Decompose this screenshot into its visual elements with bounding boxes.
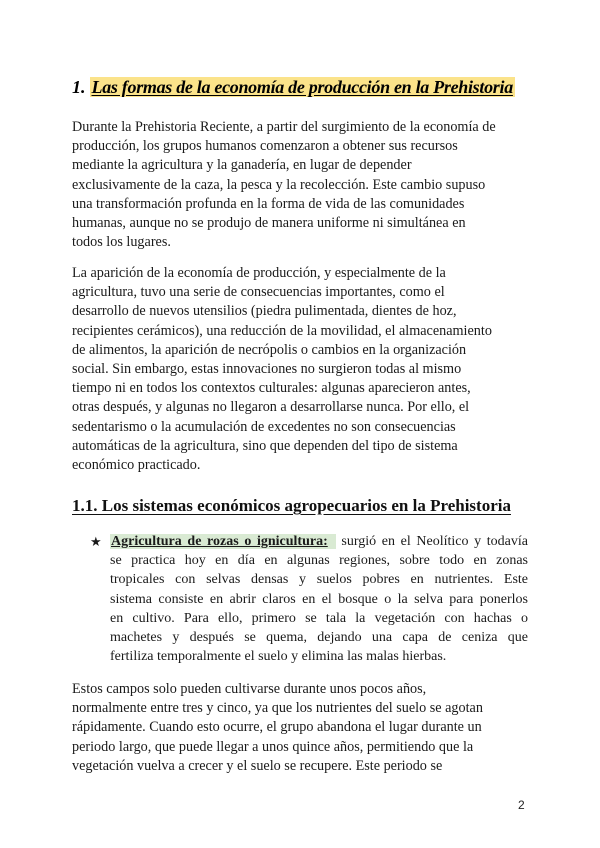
section-number: 1. bbox=[72, 77, 86, 97]
bullet-term: Agricultura de rozas o ignicultura: bbox=[110, 534, 336, 549]
text-line: otras después, y algunas no llegaron a desarrollarse nunca. Por ello, el bbox=[72, 399, 470, 416]
text-line: sedentarismo o la acumulación de excedentes no son consecuencias bbox=[72, 418, 456, 435]
paragraph-consequences bbox=[72, 264, 534, 475]
text-line: una transformación profunda en la forma de vida de las comunidades bbox=[72, 195, 465, 212]
text-line: recipientes cerámicos), una reducción de la movilidad, el almacenamiento bbox=[72, 322, 492, 339]
paragraph-fields bbox=[72, 680, 534, 776]
text-line: vegetación vuelva a crecer y el suelo se recupere. Este periodo se bbox=[72, 757, 443, 774]
section-heading bbox=[72, 74, 542, 100]
text-line: social. Sin embargo, estas innovaciones no surgieron todas al mismo bbox=[72, 361, 462, 378]
text-line: en cultivo. Para ello, primero se tala la vegetación con hachas o bbox=[110, 610, 528, 626]
text-line: mediante la agricultura y la ganadería, en lugar de depender bbox=[72, 157, 412, 174]
text-line: fertiliza temporalmente el suelo y elimina las malas hierbas. bbox=[110, 649, 447, 665]
text-line: Estos campos solo pueden cultivarse durante unos pocos años, bbox=[72, 681, 427, 697]
text-line: normalmente entre tres y cinco, ya que los nutrientes del suelo se agotan bbox=[72, 700, 483, 717]
text-line: desarrollo de nuevos utensilios (piedra pulimentada, dientes de hoz, bbox=[72, 303, 457, 320]
section-title: Las formas de la economía de producción en la Prehistoria bbox=[91, 77, 513, 97]
bullet-text bbox=[110, 532, 528, 666]
text-line: periodo largo, que puede llegar a unos quince años, permitiendo que la bbox=[72, 738, 474, 755]
page-number: 2 bbox=[518, 798, 525, 812]
text-line: producción, los grupos humanos comenzaron a obtener sus recursos bbox=[72, 138, 458, 155]
text-line: humanas, aunque no se produjo de manera uniforme ni simultánea en bbox=[72, 215, 466, 232]
star-bullet-icon: ★ bbox=[90, 534, 102, 549]
text-line: sistema consiste en abrir claros en el bosque o la selva para ponerlos bbox=[110, 591, 528, 607]
text-line: machetes y después se quema, dejando una capa de ceniza que bbox=[110, 630, 528, 646]
text-line: agricultura, tuvo una serie de consecuencias importantes, como el bbox=[72, 284, 445, 301]
text-line: exclusivamente de la caza, la pesca y la recolección. Este cambio supuso bbox=[72, 176, 486, 193]
text-line: La aparición de la economía de producción, y especialmente de la bbox=[72, 265, 446, 281]
text-line: surgió en el Neolítico y todavía bbox=[341, 534, 529, 549]
text-line: tropicales con selvas densas y suelos pobres en nutrientes. Este bbox=[110, 572, 528, 588]
subsection-heading: 1.1. Los sistemas económicos agropecuarios en la Prehistoria bbox=[72, 496, 511, 515]
text-line: económico practicado. bbox=[72, 457, 201, 474]
text-line: rápidamente. Cuando esto ocurre, el grupo abandona el lugar durante un bbox=[72, 719, 482, 736]
text-line: todos los lugares. bbox=[72, 234, 171, 251]
text-line: Durante la Prehistoria Reciente, a partir del surgimiento de la economía de bbox=[72, 119, 496, 135]
text-line: tiempo ni en todos los contextos culturales: algunas aparecieron antes, bbox=[72, 380, 471, 397]
text-line: se practica hoy en día en algunas regiones, sobre todo en zonas bbox=[110, 553, 528, 569]
text-line: automáticas de la agricultura, sino que dependen del tipo de sistema bbox=[72, 437, 458, 454]
paragraph-intro bbox=[72, 118, 534, 252]
text-line: de alimentos, la aparición de necrópolis o cambios en la organización bbox=[72, 341, 467, 358]
